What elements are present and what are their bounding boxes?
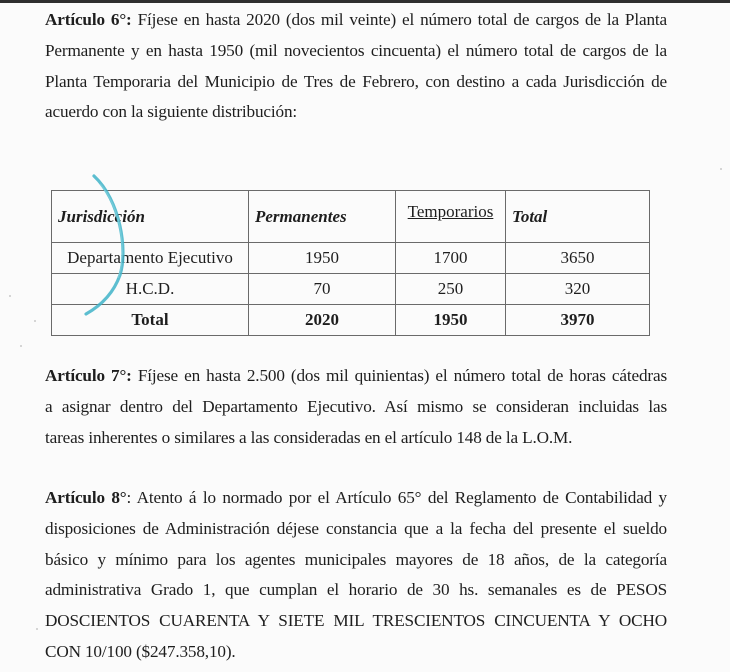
article-8-line-5: DOSCIENTOS CUARENTA Y SIETE MIL TRESCIENTOS CINCUENTA Y OCHO — [45, 611, 667, 631]
cell-total-total: 3970 — [506, 305, 650, 336]
cell-temporarios: 1700 — [396, 243, 506, 274]
article-8-line-4: administrativa Grado 1, que cumplan el horario de 30 hs. semanales es de PESOS — [45, 580, 667, 600]
cell-temporarios: 250 — [396, 274, 506, 305]
article-6-line-3: Planta Temporaria del Municipio de Tres de Febrero, con destino a cada Jurisdicción de — [45, 71, 667, 91]
cell-total-label: Total — [52, 305, 249, 336]
scan-speck — [20, 345, 22, 347]
cell-total-temporarios: 1950 — [396, 305, 506, 336]
article-8-paragraph — [45, 483, 667, 668]
cell-jurisdiccion: H.C.D. — [52, 274, 249, 305]
article-8-label: Artículo 8° — [45, 488, 127, 507]
header-temporarios: Temporarios — [407, 201, 494, 221]
article-6-label: Artículo 6°: — [45, 10, 132, 29]
cell-permanentes: 70 — [249, 274, 396, 305]
article-8-line-1: Artículo 8°: Atento á lo normado por el Artículo 65° del Reglamento de Contabilidad y — [45, 488, 667, 507]
scan-speck — [36, 628, 38, 630]
article-7-line-2: a asignar dentro del Departamento Ejecutivo. Así mismo se consideran incluidas las — [45, 396, 667, 416]
scan-speck — [9, 295, 11, 297]
header-jurisdiccion: Jurisdicción — [52, 191, 249, 243]
article-8-line-3: básico y mínimo para los agentes municipales mayores de 18 años, de la categoría — [45, 549, 667, 569]
table-row — [52, 274, 650, 305]
distribution-table-container — [51, 190, 650, 336]
distribution-table — [51, 190, 650, 336]
cell-total-permanentes: 2020 — [249, 305, 396, 336]
top-edge-bar — [0, 0, 730, 3]
header-temporarios-cell — [396, 191, 506, 243]
cell-permanentes: 1950 — [249, 243, 396, 274]
table-totals-row — [52, 305, 650, 336]
table-header-row — [52, 191, 650, 243]
scan-speck — [720, 168, 722, 170]
table-row — [52, 243, 650, 274]
header-permanentes: Permanentes — [249, 191, 396, 243]
article-7-line-3: tareas inherentes o similares a las consideradas en el artículo 148 de la L.O.M. — [45, 427, 573, 447]
article-6-line-1: Artículo 6°: Fíjese en hasta 2020 (dos mil veinte) el número total de cargos de la Planta — [45, 10, 667, 29]
cell-total: 3650 — [506, 243, 650, 274]
article-8-line-6: CON 10/100 ($247.358,10). — [45, 641, 236, 661]
article-7-line-1: Artículo 7°: Fíjese en hasta 2.500 (dos mil quinientas) el número total de horas cátedras — [45, 366, 667, 385]
article-6-line-2: Permanente y en hasta 1950 (mil novecientos cincuenta) el número total de cargos de la — [45, 40, 667, 60]
article-8-line-2: disposiciones de Administración déjese constancia que a la fecha del presente el sueldo — [45, 518, 667, 538]
cell-jurisdiccion: Departamento Ejecutivo — [52, 243, 249, 274]
article-7-paragraph — [45, 361, 667, 453]
article-7-label: Artículo 7°: — [45, 366, 132, 385]
scan-speck — [34, 320, 36, 322]
article-6-line-4: acuerdo con la siguiente distribución: — [45, 102, 298, 122]
header-total: Total — [506, 191, 650, 243]
article-6-paragraph — [45, 5, 667, 128]
cell-total: 320 — [506, 274, 650, 305]
